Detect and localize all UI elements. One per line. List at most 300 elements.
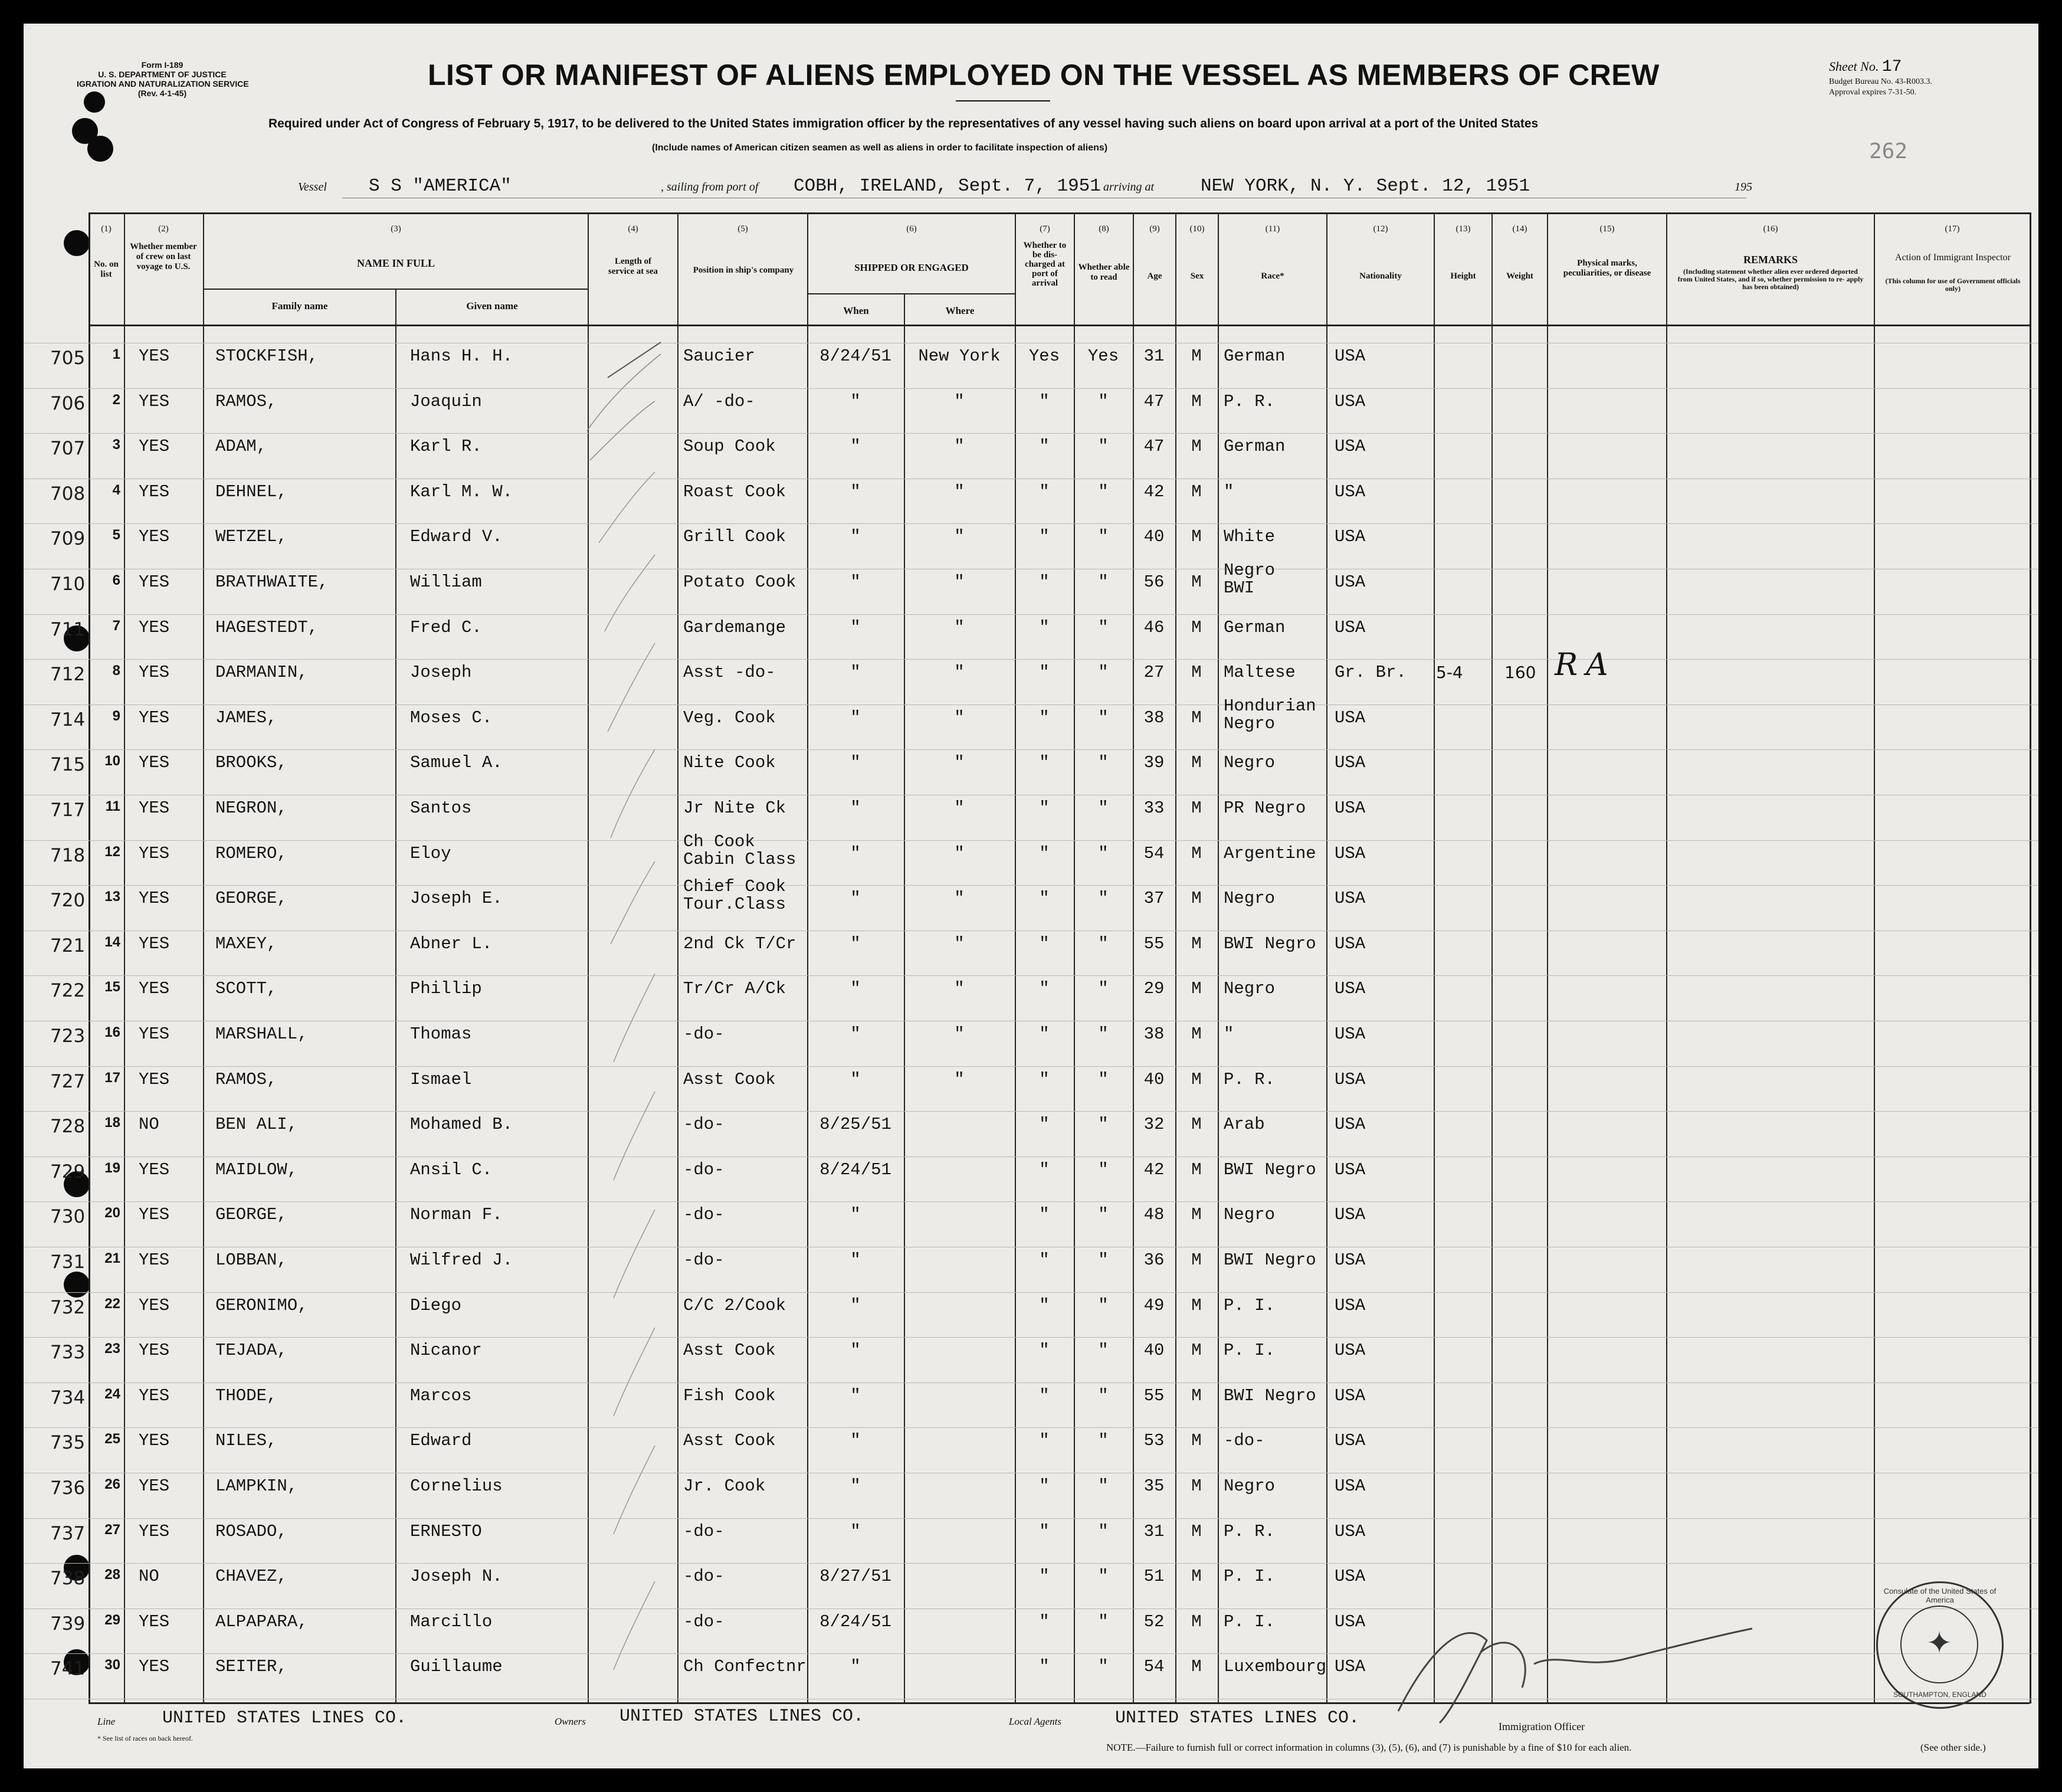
row-reference-number: 711 bbox=[50, 619, 86, 640]
row-position: Ch Cook Cabin Class bbox=[683, 832, 796, 869]
sheet-label bbox=[1829, 58, 1902, 76]
row-given-name: Joseph E. bbox=[410, 889, 503, 908]
row-nationality: USA bbox=[1335, 392, 1366, 411]
row-race: German bbox=[1224, 437, 1286, 456]
row-given-name: Eloy bbox=[410, 844, 451, 863]
row-nationality: USA bbox=[1335, 1386, 1366, 1406]
row-family-name: ROSADO, bbox=[215, 1522, 287, 1541]
row-family-name: RAMOS, bbox=[215, 1070, 277, 1089]
column-divider bbox=[1666, 212, 1667, 1703]
row-prior-voyage: YES bbox=[139, 1612, 170, 1632]
row-family-name: BEN ALI, bbox=[215, 1115, 298, 1134]
row-shipped-where: " bbox=[954, 618, 965, 637]
row-race: Negro bbox=[1224, 1205, 1276, 1224]
row-reference-number: 718 bbox=[50, 845, 86, 866]
col8-label: Whether able to read bbox=[1078, 263, 1130, 282]
row-age: 46 bbox=[1143, 618, 1165, 637]
row-discharged: " bbox=[1039, 1024, 1050, 1044]
row-reference-number: 728 bbox=[50, 1116, 86, 1137]
row-family-name: MARSHALL, bbox=[215, 1024, 308, 1044]
row-sex: M bbox=[1191, 1205, 1202, 1224]
row-rule bbox=[24, 614, 2038, 615]
row-position: Veg. Cook bbox=[683, 708, 776, 728]
row-discharged: " bbox=[1039, 392, 1050, 411]
row-discharged: " bbox=[1039, 798, 1050, 818]
stamp-number: 262 bbox=[1869, 139, 1908, 163]
row-position: Chief Cook Tour.Class bbox=[683, 877, 786, 914]
row-given-name: William bbox=[410, 572, 482, 592]
row-discharged: Yes bbox=[1028, 346, 1060, 366]
row-rule bbox=[24, 1201, 2038, 1202]
row-position: -do- bbox=[683, 1024, 725, 1044]
row-given-name: Edward bbox=[410, 1431, 472, 1450]
row-prior-voyage: YES bbox=[139, 1205, 170, 1224]
row-race: Negro bbox=[1224, 979, 1276, 998]
row-family-name: LAMPKIN, bbox=[215, 1476, 298, 1496]
column-divider bbox=[1218, 212, 1219, 1703]
row-nationality: USA bbox=[1335, 572, 1366, 592]
row-position: Fish Cook bbox=[683, 1386, 776, 1406]
row-family-name: HAGESTEDT, bbox=[215, 618, 319, 637]
row-nationality: USA bbox=[1335, 889, 1366, 908]
row-discharged: " bbox=[1039, 1476, 1050, 1496]
row-reference-number: 714 bbox=[50, 709, 86, 730]
required-text: Required under Act of Congress of February 5, 1917, to be delivered to the United States immigration officer by the representatives of any vessel having such aliens on board upon arrival at a port of the United States bbox=[268, 117, 1539, 130]
col2-label: Whether member of crew on last voyage to U.S. bbox=[130, 242, 197, 271]
row-family-name: ALPAPARA, bbox=[215, 1612, 308, 1632]
row-able-to-read: " bbox=[1098, 482, 1109, 502]
row-shipped-where: " bbox=[954, 572, 965, 592]
row-number: 7 bbox=[112, 618, 120, 634]
seal-city: SOUTHAMPTON, ENGLAND bbox=[1893, 1691, 1986, 1699]
row-rule bbox=[24, 1563, 2038, 1564]
row-sex: M bbox=[1191, 1522, 1202, 1541]
row-race: BWI Negro bbox=[1224, 1386, 1316, 1406]
col14-label: Weight bbox=[1506, 271, 1533, 281]
column-divider bbox=[2030, 212, 2031, 1703]
row-reference-number: 729 bbox=[50, 1161, 86, 1182]
row-age: 40 bbox=[1143, 1341, 1165, 1360]
row-sex: M bbox=[1191, 1024, 1202, 1044]
row-given-name: Joseph N. bbox=[410, 1567, 503, 1586]
row-nationality: USA bbox=[1335, 844, 1366, 863]
row-discharged: " bbox=[1039, 437, 1050, 456]
col16-num: (16) bbox=[1763, 224, 1778, 234]
row-reference-number: 733 bbox=[50, 1342, 86, 1363]
row-family-name: WETZEL, bbox=[215, 527, 287, 546]
row-number: 4 bbox=[112, 482, 120, 498]
row-reference-number: 705 bbox=[50, 348, 86, 369]
col12-num: (12) bbox=[1373, 224, 1388, 234]
row-sex: M bbox=[1191, 1657, 1202, 1676]
row-able-to-read: " bbox=[1098, 1024, 1109, 1044]
row-prior-voyage: YES bbox=[139, 392, 170, 411]
include-text: (Include names of American citizen seamen as well as aliens in order to facilitate inspection of aliens) bbox=[652, 143, 1108, 153]
row-able-to-read: " bbox=[1098, 1476, 1109, 1496]
races-note: * See list of races on back hereof. bbox=[97, 1734, 193, 1742]
col3-num: (3) bbox=[391, 224, 401, 234]
row-rule bbox=[24, 1427, 2038, 1428]
col10-label: Sex bbox=[1190, 271, 1204, 281]
agents-value: UNITED STATES LINES CO. bbox=[1115, 1708, 1360, 1728]
row-shipped-where: " bbox=[954, 844, 965, 863]
row-discharged: " bbox=[1039, 889, 1050, 908]
col11-label: Race* bbox=[1261, 271, 1284, 281]
row-sex: M bbox=[1191, 753, 1202, 772]
row-shipped-when: 8/27/51 bbox=[819, 1567, 891, 1586]
row-nationality: USA bbox=[1335, 979, 1366, 998]
row-shipped-where: " bbox=[954, 753, 965, 772]
col13-label: Height bbox=[1450, 271, 1476, 281]
col11-num: (11) bbox=[1265, 224, 1280, 234]
row-able-to-read: " bbox=[1098, 1657, 1109, 1676]
row-number: 29 bbox=[104, 1612, 120, 1628]
row-prior-voyage: YES bbox=[139, 663, 170, 682]
col12-label: Nationality bbox=[1359, 271, 1402, 281]
row-sex: M bbox=[1191, 1250, 1202, 1270]
form-info bbox=[77, 60, 248, 98]
form-department: U. S. DEPARTMENT OF JUSTICE bbox=[98, 70, 227, 79]
row-discharged: " bbox=[1039, 753, 1050, 772]
row-shipped-where: " bbox=[954, 1070, 965, 1089]
row-able-to-read: " bbox=[1098, 753, 1109, 772]
punch-hole-icon bbox=[87, 136, 113, 162]
row-number: 18 bbox=[104, 1115, 120, 1131]
row-family-name: MAXEY, bbox=[215, 934, 277, 954]
row-family-name: ADAM, bbox=[215, 437, 267, 456]
row-nationality: USA bbox=[1335, 346, 1366, 366]
arriving-label: arriving at bbox=[1103, 181, 1155, 194]
row-sex: M bbox=[1191, 1476, 1202, 1496]
row-nationality: USA bbox=[1335, 1612, 1366, 1632]
row-given-name: Fred C. bbox=[410, 618, 482, 637]
col5-label: Position in ship's company bbox=[693, 266, 794, 275]
row-age: 33 bbox=[1143, 798, 1165, 818]
row-prior-voyage: YES bbox=[139, 1386, 170, 1406]
row-number: 23 bbox=[104, 1341, 120, 1357]
col10-num: (10) bbox=[1189, 224, 1205, 234]
col7-num: (7) bbox=[1040, 224, 1050, 234]
row-reference-number: 717 bbox=[50, 800, 86, 821]
row-prior-voyage: YES bbox=[139, 1250, 170, 1270]
row-sex: M bbox=[1191, 844, 1202, 863]
row-shipped-when: " bbox=[850, 392, 861, 411]
row-shipped-when: " bbox=[850, 979, 861, 998]
row-age: 31 bbox=[1143, 1522, 1165, 1541]
row-number: 19 bbox=[104, 1160, 120, 1176]
shipped-subheader-line bbox=[808, 293, 1015, 294]
row-rule bbox=[24, 1111, 2038, 1112]
row-shipped-when: 8/24/51 bbox=[819, 1160, 891, 1180]
row-reference-number: 715 bbox=[50, 754, 86, 775]
row-discharged: " bbox=[1039, 1250, 1050, 1270]
row-shipped-when: " bbox=[850, 1024, 861, 1044]
row-nationality: USA bbox=[1335, 934, 1366, 954]
row-age: 55 bbox=[1143, 934, 1165, 954]
row-able-to-read: " bbox=[1098, 1386, 1109, 1406]
row-prior-voyage: YES bbox=[139, 1657, 170, 1676]
row-race: German bbox=[1224, 346, 1286, 366]
row-nationality: USA bbox=[1335, 618, 1366, 637]
col6-where-label: Where bbox=[945, 305, 975, 316]
row-reference-number: 732 bbox=[50, 1297, 86, 1318]
row-age: 40 bbox=[1143, 527, 1165, 546]
row-number: 16 bbox=[104, 1024, 120, 1040]
row-able-to-read: " bbox=[1098, 572, 1109, 592]
row-number: 12 bbox=[104, 844, 120, 860]
row-nationality: USA bbox=[1335, 482, 1366, 502]
row-nationality: USA bbox=[1335, 1024, 1366, 1044]
row-number: 22 bbox=[104, 1296, 120, 1312]
row-given-name: Samuel A. bbox=[410, 753, 503, 772]
row-discharged: " bbox=[1039, 1431, 1050, 1450]
row-discharged: " bbox=[1039, 1205, 1050, 1224]
row-given-name: Edward V. bbox=[410, 527, 503, 546]
row-race: P. R. bbox=[1224, 392, 1276, 411]
vessel-label: Vessel bbox=[298, 181, 327, 194]
row-age: 38 bbox=[1143, 708, 1165, 728]
row-position: Asst Cook bbox=[683, 1341, 776, 1360]
row-given-name: ERNESTO bbox=[410, 1522, 482, 1541]
col2-num: (2) bbox=[158, 224, 169, 234]
row-nationality: USA bbox=[1335, 527, 1366, 546]
row-shipped-when: " bbox=[850, 618, 861, 637]
row-race: " bbox=[1224, 1024, 1234, 1044]
row-discharged: " bbox=[1039, 618, 1050, 637]
row-age: 55 bbox=[1143, 1386, 1165, 1406]
row-prior-voyage: YES bbox=[139, 708, 170, 728]
row-discharged: " bbox=[1039, 1612, 1050, 1632]
row-family-name: NILES, bbox=[215, 1431, 277, 1450]
row-number: 2 bbox=[112, 392, 120, 408]
row-prior-voyage: NO bbox=[139, 1115, 159, 1134]
row-reference-number: 736 bbox=[50, 1478, 86, 1499]
row-rule bbox=[24, 388, 2038, 389]
row-rule bbox=[24, 1292, 2038, 1293]
row-rule bbox=[24, 749, 2038, 750]
row-age: 40 bbox=[1143, 1070, 1165, 1089]
col4-label: Length of service at sea bbox=[608, 257, 658, 276]
row-nationality: USA bbox=[1335, 1341, 1366, 1360]
row-shipped-when: " bbox=[850, 708, 861, 728]
row-race: BWI Negro bbox=[1224, 934, 1316, 954]
row-able-to-read: " bbox=[1098, 1341, 1109, 1360]
row-position: A/ -do- bbox=[683, 392, 755, 411]
row-nationality: Gr. Br. bbox=[1335, 663, 1407, 682]
row-position: Asst Cook bbox=[683, 1070, 776, 1089]
col1-num: (1) bbox=[101, 224, 112, 234]
header-bottom-border bbox=[88, 325, 2030, 326]
table-top-border bbox=[88, 212, 2030, 214]
col9-num: (9) bbox=[1149, 224, 1160, 234]
row-family-name: SCOTT, bbox=[215, 979, 277, 998]
row-given-name: Wilfred J. bbox=[410, 1250, 513, 1270]
row-race: White bbox=[1224, 527, 1276, 546]
punch-hole-icon bbox=[64, 1272, 90, 1298]
line-value: UNITED STATES LINES CO. bbox=[162, 1708, 407, 1728]
row-given-name: Guillaume bbox=[410, 1657, 503, 1676]
row-able-to-read: " bbox=[1098, 437, 1109, 456]
row-number: 14 bbox=[104, 934, 120, 950]
row-given-name: Marcos bbox=[410, 1386, 472, 1406]
col15-label: Physical marks, peculiarities, or disease bbox=[1563, 258, 1651, 278]
row-sex: M bbox=[1191, 979, 1202, 998]
col6-label: SHIPPED OR ENGAGED bbox=[854, 262, 969, 273]
row-race: Argentine bbox=[1224, 844, 1316, 863]
row-number: 6 bbox=[112, 572, 120, 588]
row-position: Tr/Cr A/Ck bbox=[683, 979, 786, 998]
row-shipped-when: " bbox=[850, 1522, 861, 1541]
row-family-name: SEITER, bbox=[215, 1657, 287, 1676]
row-race: Arab bbox=[1224, 1115, 1265, 1134]
row-family-name: DEHNEL, bbox=[215, 482, 287, 502]
row-given-name: Karl R. bbox=[410, 437, 482, 456]
row-position: C/C 2/Cook bbox=[683, 1296, 786, 1315]
row-race: " bbox=[1224, 482, 1234, 502]
row-able-to-read: " bbox=[1098, 934, 1109, 954]
row-rule bbox=[24, 523, 2038, 524]
row-number: 15 bbox=[104, 979, 120, 995]
row-discharged: " bbox=[1039, 1386, 1050, 1406]
row-age: 54 bbox=[1143, 1657, 1165, 1676]
row-prior-voyage: YES bbox=[139, 572, 170, 592]
row-number: 25 bbox=[104, 1431, 120, 1447]
col6-num: (6) bbox=[906, 224, 917, 234]
row-family-name: BRATHWAITE, bbox=[215, 572, 329, 592]
row-age: 35 bbox=[1143, 1476, 1165, 1496]
row-nationality: USA bbox=[1335, 708, 1366, 728]
row-shipped-where: " bbox=[954, 708, 965, 728]
row-age: 53 bbox=[1143, 1431, 1165, 1450]
row-prior-voyage: YES bbox=[139, 1024, 170, 1044]
column-divider bbox=[124, 212, 125, 1703]
row-able-to-read: " bbox=[1098, 1160, 1109, 1180]
row-race: P. R. bbox=[1224, 1070, 1276, 1089]
row-able-to-read: " bbox=[1098, 1296, 1109, 1315]
row-position: Nite Cook bbox=[683, 753, 776, 772]
row-shipped-when: 8/25/51 bbox=[819, 1115, 891, 1134]
row-age: 49 bbox=[1143, 1296, 1165, 1315]
row-prior-voyage: YES bbox=[139, 889, 170, 908]
row-age: 39 bbox=[1143, 753, 1165, 772]
row-rule bbox=[24, 433, 2038, 434]
line-label: Line bbox=[97, 1716, 116, 1727]
row-reference-number: 708 bbox=[50, 483, 86, 504]
row-shipped-when: " bbox=[850, 844, 861, 863]
row-age: 47 bbox=[1143, 437, 1165, 456]
form-revision: (Rev. 4-1-45) bbox=[137, 89, 187, 98]
row-number: 3 bbox=[112, 437, 120, 453]
row-age: 29 bbox=[1143, 979, 1165, 998]
row-rule bbox=[24, 1608, 2038, 1609]
row-number: 1 bbox=[112, 346, 120, 362]
footer-note: NOTE.—Failure to furnish full or correct information in columns (3), (5), (6), and (7) is punishable by a fine of $10 for each alien. bbox=[1106, 1742, 1632, 1753]
row-given-name: Nicanor bbox=[410, 1341, 482, 1360]
col3-family-label: Family name bbox=[271, 300, 328, 312]
consular-seal-icon bbox=[1876, 1581, 2004, 1709]
row-family-name: RAMOS, bbox=[215, 392, 277, 411]
row-sex: M bbox=[1191, 482, 1202, 502]
col4-num: (4) bbox=[628, 224, 638, 234]
row-age: 54 bbox=[1143, 844, 1165, 863]
row-number: 17 bbox=[104, 1070, 120, 1086]
row-position: -do- bbox=[683, 1115, 725, 1134]
row-sex: M bbox=[1191, 663, 1202, 682]
row-rule bbox=[24, 1518, 2038, 1519]
row-family-name: NEGRON, bbox=[215, 798, 287, 818]
row-age: 56 bbox=[1143, 572, 1165, 592]
row-number: 28 bbox=[104, 1567, 120, 1583]
table-bottom-border bbox=[88, 1702, 2030, 1704]
row-race: -do- bbox=[1224, 1431, 1265, 1450]
row-prior-voyage: YES bbox=[139, 346, 170, 366]
row-age: 47 bbox=[1143, 392, 1165, 411]
row-number: 26 bbox=[104, 1476, 120, 1492]
row-family-name: BROOKS, bbox=[215, 753, 287, 772]
row-family-name: GEORGE, bbox=[215, 1205, 287, 1224]
row-shipped-when: " bbox=[850, 437, 861, 456]
row-position: -do- bbox=[683, 1522, 725, 1541]
year-suffix: 195 bbox=[1735, 181, 1752, 194]
row-given-name: Ismael bbox=[410, 1070, 472, 1089]
row-family-name: GERONIMO, bbox=[215, 1296, 308, 1315]
row-position: Jr. Cook bbox=[683, 1476, 766, 1496]
row-discharged: " bbox=[1039, 572, 1050, 592]
row-given-name: Ansil C. bbox=[410, 1160, 493, 1180]
eagle-icon: ✦ bbox=[1926, 1626, 1952, 1661]
row-nationality: USA bbox=[1335, 1567, 1366, 1586]
col16-sub: (Including statement whether alien ever ordered deported from United States, and if so, whether permission to re- apply has been obtained) bbox=[1677, 267, 1864, 291]
row-discharged: " bbox=[1039, 1296, 1050, 1315]
row-race: Negro BWI bbox=[1224, 561, 1276, 598]
row-race: Negro bbox=[1224, 753, 1276, 772]
row-reference-number: 735 bbox=[50, 1432, 86, 1453]
seal-text: Consulate of the United States of America bbox=[1883, 1587, 1997, 1604]
row-given-name: Joaquin bbox=[410, 392, 482, 411]
row-able-to-read: " bbox=[1098, 1612, 1109, 1632]
row-shipped-when: 8/24/51 bbox=[819, 1612, 891, 1632]
column-divider bbox=[1491, 212, 1493, 1703]
row-nationality: USA bbox=[1335, 1296, 1366, 1315]
row-race: Maltese bbox=[1224, 663, 1296, 682]
row-shipped-when: " bbox=[850, 1386, 861, 1406]
row-sex: M bbox=[1191, 1070, 1202, 1089]
row-nationality: USA bbox=[1335, 1250, 1366, 1270]
row-shipped-where: " bbox=[954, 889, 965, 908]
row-reference-number: 734 bbox=[50, 1387, 86, 1408]
row-position: Saucier bbox=[683, 346, 755, 366]
row-rule bbox=[24, 840, 2038, 841]
row-position: -do- bbox=[683, 1567, 725, 1586]
row-number: 5 bbox=[112, 527, 120, 543]
row-prior-voyage: YES bbox=[139, 1431, 170, 1450]
row-able-to-read: " bbox=[1098, 1115, 1109, 1134]
row-number: 13 bbox=[104, 889, 120, 905]
row-shipped-when: " bbox=[850, 1296, 861, 1315]
col16-label: REMARKS bbox=[1743, 254, 1798, 266]
col17-label: Action of Immigrant Inspector bbox=[1895, 253, 2011, 263]
row-sex: M bbox=[1191, 1612, 1202, 1632]
row-prior-voyage: YES bbox=[139, 1070, 170, 1089]
row-given-name: Norman F. bbox=[410, 1205, 503, 1224]
row-nationality: USA bbox=[1335, 1160, 1366, 1180]
row-prior-voyage: YES bbox=[139, 618, 170, 637]
column-divider bbox=[1547, 212, 1548, 1703]
row-discharged: " bbox=[1039, 844, 1050, 863]
row-sex: M bbox=[1191, 889, 1202, 908]
row-shipped-when: " bbox=[850, 1657, 861, 1676]
row-shipped-when: " bbox=[850, 527, 861, 546]
